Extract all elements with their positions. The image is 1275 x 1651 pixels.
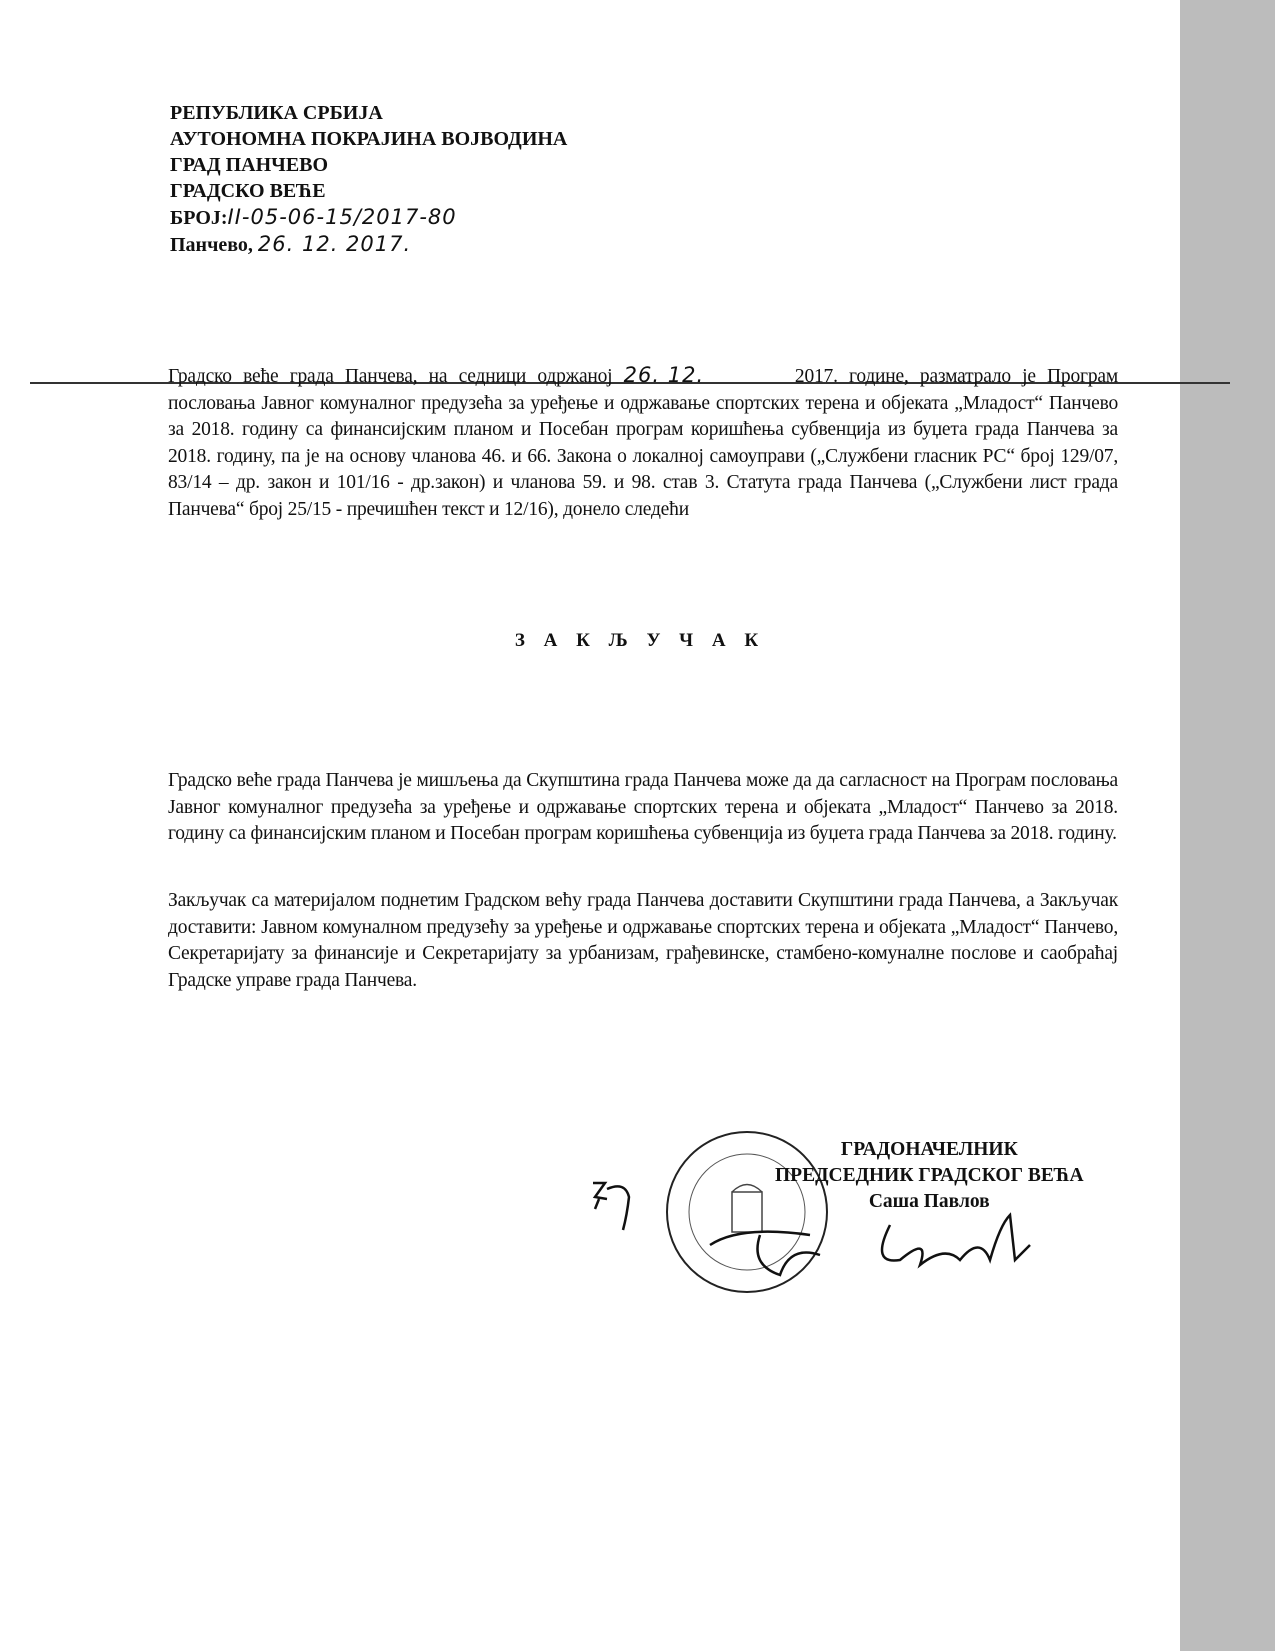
conclusion-paragraph: Градско веће града Панчева је мишљења да Скупштина града Панчева може да да сагласност на Програм пословања Јавног комуналног предузећа за уређење и одржавање спортских терена и објеката „Младост“ Панчево за 2018. годину са финансијским планом и Посебан програм коришћења субвенција из буџета града Панчева за 2018. годину.: [168, 770, 1118, 844]
document-number: [170, 204, 567, 231]
handwritten-signature: [700, 1205, 1040, 1285]
intro-paragraph: [168, 362, 1118, 523]
letterhead-line: АУТОНОМНА ПОКРАЈИНА ВОЈВОДИНА: [170, 128, 568, 150]
signature-block: [775, 1137, 1084, 1215]
delivery-paragraph: Закључак са материјалом поднетим Градском већу града Панчева доставити Скупштини града Панчева, а Закључак доставити: Јавном комуналном предузећу за уређење и одржавање спортских терена и објеката „Младост“ Панчево, Секретаријату за финансије и Секретаријату за урбанизам, грађевинске, стамбено-комуналне послове и саобраћај Градске управе града Панчева.: [168, 890, 1118, 991]
date-value: 26. 12. 2017.: [257, 232, 412, 256]
document-title: З А К Љ У Ч А К: [514, 630, 766, 651]
intro-part2: 2017. године, разматрало је Програм пословања Јавног комуналног предузећа за уређење и одржавање спортских терена и објеката „Младост“ Панчево за 2018. годину са финансијским планом и Посебан програм коришћења субвенција из буџета града Панчева за 2018. годину, па је на основу чланова 46. и 66. Закона о локалној самоуправи („Службени гласник РС“ број 129/07, 83/14 – др. закон и 101/16 - др.закон) и чланова 59. и 98. став 3. Статута града Панчева („Службени лист града Панчева“ број 25/15 - пречишћен текст и 12/16), донело следећи: [168, 366, 1118, 520]
letterhead-line: ГРАДСКО ВЕЋЕ: [170, 180, 326, 202]
letterhead: [170, 100, 567, 258]
initials-signature: [585, 1175, 645, 1235]
place-label: Панчево,: [170, 234, 253, 256]
scan-edge: [1180, 0, 1275, 1651]
number-value: II-05-06-15/2017-80: [227, 205, 457, 229]
handwritten-date: 26. 12.: [623, 363, 705, 387]
document-date: [170, 231, 567, 258]
signatory-position: ПРЕДСЕДНИК ГРАДСКОГ ВЕЋА: [775, 1165, 1084, 1186]
signatory-name: Саша Павлов: [868, 1191, 990, 1212]
signatory-title: ГРАДОНАЧЕЛНИК: [840, 1139, 1018, 1160]
letterhead-line: РЕПУБЛИКА СРБИЈА: [170, 102, 383, 124]
number-label: БРОЈ:: [170, 207, 228, 229]
letterhead-line: ГРАД ПАНЧЕВО: [170, 154, 329, 176]
intro-part1: Градско веће града Панчева, на седници одржаној: [168, 366, 613, 387]
